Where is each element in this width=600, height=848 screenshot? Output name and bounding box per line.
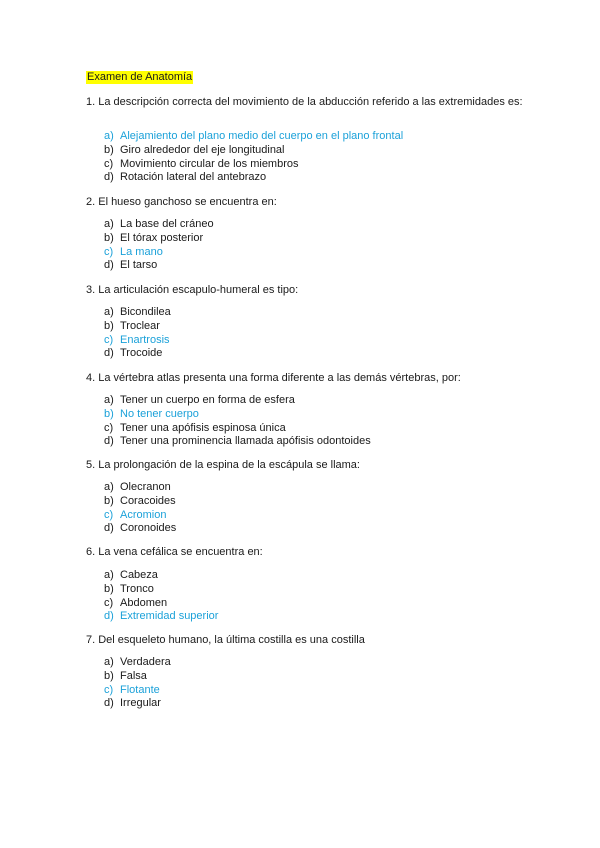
option-item: c) Acromion <box>104 508 167 521</box>
option-item: d) Trocoide <box>104 347 163 360</box>
question-text: 5. La prolongación de la espina de la escápula se llama: <box>86 459 360 471</box>
option-item: b) Falsa <box>104 669 147 682</box>
question-text: 2. El hueso ganchoso se encuentra en: <box>86 196 277 208</box>
option-item: c) Tener una apófisis espinosa única <box>104 421 286 434</box>
options-list <box>104 218 214 273</box>
option-item: a) Alejamiento del plano medio del cuerpo en el plano frontal <box>104 130 404 142</box>
option-item: c) Enartrosis <box>104 333 170 346</box>
option-item: b) Giro alrededor del eje longitudinal <box>104 143 285 156</box>
options-list <box>104 394 371 449</box>
option-item: d) El tarso <box>104 259 158 272</box>
option-item: a) Tener un cuerpo en forma de esfera <box>104 394 295 406</box>
option-item: c) Movimiento circular de los miembros <box>104 157 299 170</box>
option-item: d) Extremidad superior <box>104 610 219 623</box>
option-item: c) Abdomen <box>104 596 168 609</box>
question-text: 6. La vena cefálica se encuentra en: <box>86 546 263 558</box>
option-item: a) Bicondilea <box>104 306 171 318</box>
question-text: 3. La articulación escapulo-humeral es tipo: <box>86 284 299 296</box>
page-title: Examen de Anatomía <box>87 71 193 83</box>
option-item: a) Verdadera <box>104 656 171 668</box>
option-item: c) La mano <box>104 245 163 258</box>
option-item: d) Tener una prominencia llamada apófisis odontoides <box>104 435 371 448</box>
option-item: b) No tener cuerpo <box>104 407 199 420</box>
options-list <box>104 569 218 624</box>
question-text: 7. Del esqueleto humano, la última costilla es una costilla <box>86 634 365 646</box>
option-item: c) Flotante <box>104 683 160 696</box>
option-item: d) Irregular <box>104 697 161 710</box>
question-text: 1. La descripción correcta del movimiento de la abducción referido a las extremidades es: <box>86 96 523 108</box>
option-item: d) Coronoides <box>104 522 177 535</box>
options-list <box>104 306 171 361</box>
question-text: 4. La vértebra atlas presenta una forma diferente a las demás vértebras, por: <box>86 372 461 384</box>
options-list <box>104 656 171 711</box>
options-list <box>104 130 403 185</box>
option-item: a) La base del cráneo <box>104 218 214 230</box>
option-item: b) Coracoides <box>104 494 176 507</box>
option-item: a) Cabeza <box>104 569 158 581</box>
option-item: b) Troclear <box>104 319 160 332</box>
option-item: b) Tronco <box>104 582 154 595</box>
options-list <box>104 481 176 536</box>
option-item: b) El tórax posterior <box>104 231 204 244</box>
option-item: d) Rotación lateral del antebrazo <box>104 171 267 184</box>
option-item: a) Olecranon <box>104 481 171 493</box>
